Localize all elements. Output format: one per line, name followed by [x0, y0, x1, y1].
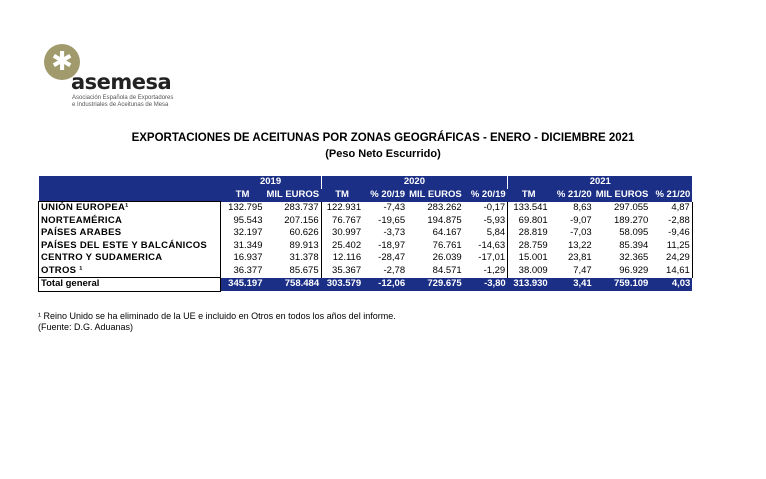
- table-cell: -9,07: [570, 214, 592, 226]
- footnote: ¹ Reino Unido se ha eliminado de la UE e incluido en Otros en todos los años del informe.: [38, 311, 396, 321]
- row-label: PAÍSES ARABES: [39, 227, 221, 240]
- row-label: NORTEAMÉRICA: [39, 215, 221, 228]
- page-title: EXPORTACIONES DE ACEITUNAS POR ZONAS GEOGRÁFICAS - ENERO - DICIEMBRE 2021: [131, 132, 635, 144]
- table-cell: 5,84: [486, 227, 506, 239]
- table-cell: -7,43: [383, 202, 406, 213]
- total-cell: 759.109: [594, 278, 651, 292]
- table-cell: 13,22: [567, 239, 592, 251]
- col-header: TM: [508, 189, 550, 202]
- row-label: UNIÓN EUROPEA¹: [39, 202, 221, 215]
- year-header-row: [39, 176, 693, 189]
- table-cell: 25.402: [321, 240, 363, 253]
- table-row: [39, 215, 693, 228]
- year-2019: 2019: [221, 176, 322, 189]
- star-icon: ✱: [44, 44, 80, 80]
- table-cell: 283.737: [284, 202, 319, 213]
- row-label: PAÍSES DEL ESTE Y BALCÁNICOS: [39, 240, 221, 253]
- table-cell: 76.761: [432, 239, 462, 251]
- table-cell: -0,17: [483, 202, 506, 213]
- table-cell: 85.394: [619, 239, 649, 251]
- total-cell: 313.930: [508, 278, 550, 292]
- table-cell: 14,61: [650, 265, 692, 278]
- col-header: % 20/19: [363, 189, 407, 202]
- year-2021: 2021: [508, 176, 693, 189]
- total-cell: 345.197: [221, 278, 265, 292]
- row-label: OTROS ¹: [39, 265, 221, 278]
- table-cell: -9,46: [650, 227, 692, 240]
- table-cell: 96.929: [619, 265, 649, 276]
- year-2020: 2020: [321, 176, 508, 189]
- total-cell: -12,06: [363, 278, 407, 292]
- table-cell: -2,88: [650, 215, 692, 228]
- table-cell: 95.543: [221, 215, 265, 228]
- table-row: [39, 252, 693, 265]
- table-cell: 30.997: [321, 227, 363, 240]
- table-cell: 283.262: [427, 202, 462, 213]
- table-row: [39, 240, 693, 253]
- table-cell: -19,65: [378, 214, 406, 226]
- exports-table: [38, 176, 693, 292]
- col-header: MIL EUROS: [409, 189, 462, 200]
- table-cell: 7,47: [573, 265, 592, 276]
- table-cell: 133.541: [508, 202, 550, 215]
- table-cell: -7,03: [570, 227, 592, 239]
- table-row: [39, 227, 693, 240]
- table-cell: 297.055: [613, 202, 649, 213]
- row-label: CENTRO Y SUDAMERICA: [39, 252, 221, 265]
- table-cell: 32.365: [619, 252, 649, 264]
- total-cell: 729.675: [407, 278, 464, 292]
- total-cell: 758.484: [265, 278, 322, 292]
- table-cell: 24,29: [650, 252, 692, 265]
- total-cell: 3,41: [550, 278, 594, 292]
- table-cell: -28,47: [378, 252, 406, 264]
- col-header: TM: [321, 189, 363, 202]
- table-cell: -1,29: [483, 265, 506, 276]
- table-cell: 58.095: [619, 227, 649, 239]
- table-cell: -14,63: [478, 239, 506, 251]
- table-cell: 26.039: [432, 252, 462, 264]
- col-header: % 20/19: [464, 189, 508, 202]
- table-cell: 207.156: [284, 214, 319, 226]
- table-cell: 35.367: [321, 265, 363, 278]
- logo-subtitle-1: Asociación Española de Exportadores: [72, 95, 174, 101]
- source-note: (Fuente: D.G. Aduanas): [38, 322, 134, 332]
- total-cell: -3,80: [464, 278, 508, 292]
- col-header: MIL EUROS: [266, 189, 320, 200]
- table-cell: 122.931: [321, 202, 363, 215]
- table-cell: 60.626: [289, 227, 319, 239]
- page-subtitle: (Peso Neto Escurrido): [325, 148, 441, 160]
- table-cell: 85.675: [289, 265, 319, 276]
- table-cell: 89.913: [289, 239, 319, 251]
- table-cell: 132.795: [221, 202, 265, 215]
- logo-name: asemesa: [71, 70, 172, 94]
- table-row: [39, 202, 693, 215]
- table-cell: -18,97: [378, 239, 406, 251]
- table-cell: -2,78: [383, 265, 406, 276]
- table-cell: -3,73: [383, 227, 406, 239]
- table-cell: 84.571: [432, 265, 462, 276]
- table-cell: 15.001: [508, 252, 550, 265]
- table-cell: 69.801: [508, 215, 550, 228]
- table-cell: 23,81: [567, 252, 592, 264]
- table-cell: 189.270: [613, 214, 649, 226]
- table-cell: 16.937: [221, 252, 265, 265]
- table-cell: 28.759: [508, 240, 550, 253]
- table-body: [39, 202, 693, 278]
- total-label: Total general: [39, 278, 221, 292]
- table-cell: 38.009: [508, 265, 550, 278]
- table-cell: 31.349: [221, 240, 265, 253]
- col-header: % 21/20: [550, 189, 594, 202]
- table-cell: 36.377: [221, 265, 265, 278]
- col-header: TM: [221, 189, 265, 202]
- table-cell: 8,63: [573, 202, 592, 213]
- total-row: [39, 278, 693, 292]
- asemesa-logo: [44, 44, 214, 114]
- table-cell: 64.167: [432, 227, 462, 239]
- table-cell: 11,25: [650, 240, 692, 253]
- table-cell: 194.875: [427, 214, 462, 226]
- table-cell: -17,01: [478, 252, 506, 264]
- table-cell: 76.767: [321, 215, 363, 228]
- table-cell: 4,87: [650, 202, 692, 215]
- total-cell: 303.579: [321, 278, 363, 292]
- logo-subtitle-2: e Industriales de Aceitunas de Mesa: [72, 102, 169, 108]
- column-header-row: [39, 189, 693, 202]
- table-cell: 12.116: [321, 252, 363, 265]
- table-cell: -5,93: [483, 214, 506, 226]
- table-cell: 31.378: [289, 252, 319, 264]
- col-header: % 21/20: [650, 189, 692, 202]
- table-row: [39, 265, 693, 278]
- total-cell: 4,03: [650, 278, 692, 292]
- table-cell: 28.819: [508, 227, 550, 240]
- col-header: MIL EUROS: [595, 189, 649, 200]
- table-cell: 32.197: [221, 227, 265, 240]
